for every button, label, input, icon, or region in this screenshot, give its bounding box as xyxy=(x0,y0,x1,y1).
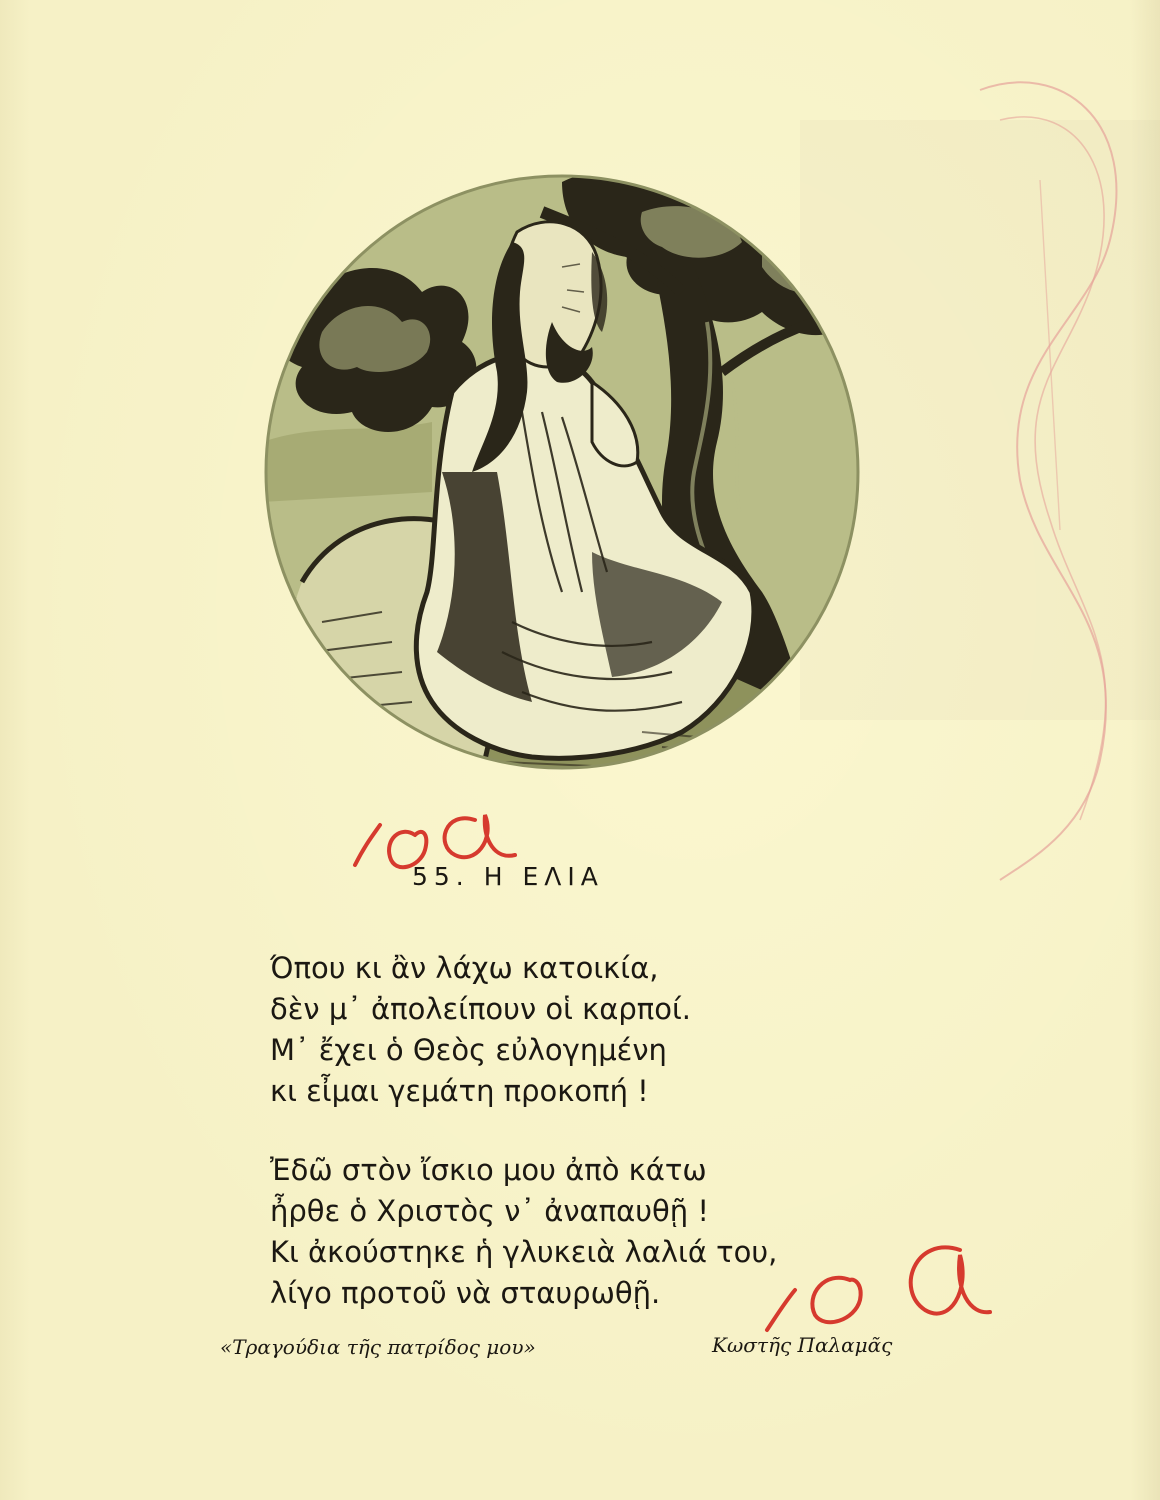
verse-line: ἦρθε ὁ Χριστὸς ν᾿ ἀναπαυθῇ ! xyxy=(270,1194,709,1228)
stanza-1 xyxy=(270,948,890,1112)
verse-line: Ἐδῶ στὸν ἴσκιο μου ἀπὸ κάτω xyxy=(270,1153,707,1187)
verse-line: Όπου κι ἂν λάχω κατοικία, xyxy=(270,951,659,985)
verse-line: δὲν μ᾿ ἀπολείπουν οἱ καρποί. xyxy=(270,992,691,1026)
poem-source: «Τραγούδια τῆς πατρίδος μου» xyxy=(220,1335,536,1359)
stanza-2 xyxy=(270,1150,890,1314)
verse-line: Κι ἀκούστηκε ἡ γλυκειὰ λαλιά του, xyxy=(270,1235,778,1269)
poem-title: 55. Η ΕΛΙΑ xyxy=(412,862,604,891)
verse-line: κι εἶμαι γεμάτη προκοπή ! xyxy=(270,1074,649,1108)
verse-line: Μ᾿ ἔχει ὁ Θεὸς εὐλογημένη xyxy=(270,1033,667,1067)
poem-body xyxy=(270,948,890,1352)
olive-tree-illustration xyxy=(262,172,862,772)
verse-line: λίγο προτοῦ νὰ σταυρωθῇ. xyxy=(270,1276,661,1310)
poem-author: Κωστῆς Παλαμᾶς xyxy=(712,1333,893,1357)
